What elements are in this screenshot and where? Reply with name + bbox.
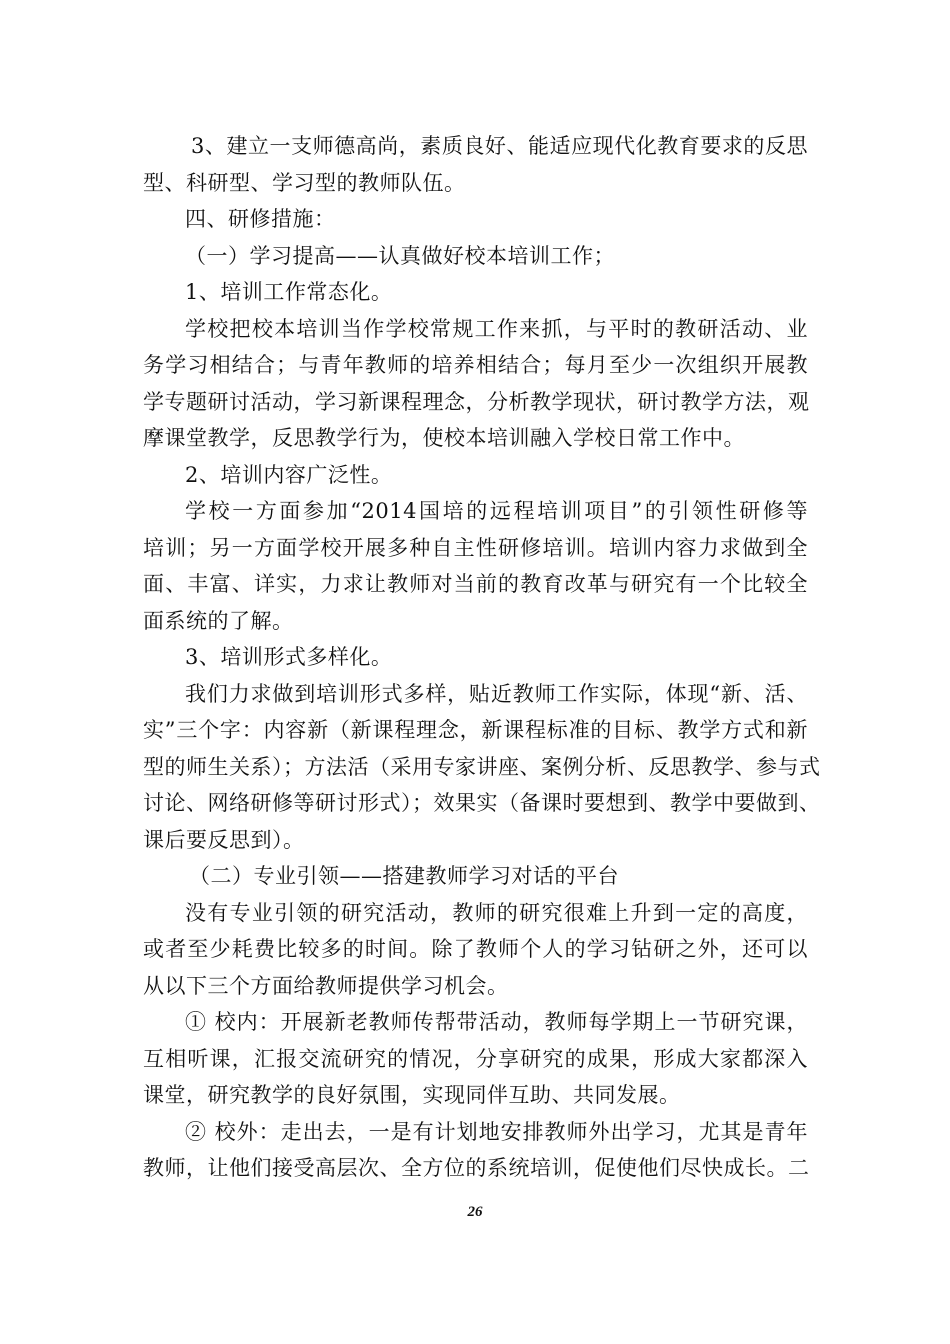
paragraph-line: 学校把校本培训当作学校常规工作来抓，与平时的教研活动、业 bbox=[185, 316, 808, 341]
paragraph-line: 面系统的了解。 bbox=[143, 608, 294, 633]
subsection-heading: （一）学习提高——认真做好校本培训工作； bbox=[185, 243, 615, 268]
paragraph-line: 讨论、网络研修等研讨形式）；效果实（备课时要想到、教学中要做到、 bbox=[143, 791, 821, 815]
subsection-heading: （二）专业引领——搭建教师学习对话的平台 bbox=[189, 864, 619, 888]
paragraph-line: 课堂，研究教学的良好氛围，实现同伴互助、共同发展。 bbox=[143, 1083, 681, 1107]
item-heading: 2、培训内容广泛性。 bbox=[185, 462, 393, 487]
item-heading: 1、培训工作常态化。 bbox=[185, 280, 393, 304]
paragraph-line: 或者至少耗费比较多的时间。除了教师个人的学习钻研之外，还可以 bbox=[143, 937, 808, 961]
paragraph-line: 没有专业引领的研究活动，教师的研究很难上升到一定的高度， bbox=[185, 900, 808, 925]
paragraph-line: 实”三个字：内容新（新课程理念，新课程标准的目标、教学方式和新 bbox=[143, 718, 808, 742]
paragraph-line: 摩课堂教学，反思教学行为，使校本培训融入学校日常工作中。 bbox=[143, 426, 745, 450]
paragraph-line: 我们力求做到培训形式多样，贴近教师工作实际，体现“新、活、 bbox=[185, 681, 808, 706]
item-heading: 3、培训形式多样化。 bbox=[185, 645, 393, 669]
page-number: 26 bbox=[467, 1204, 483, 1220]
section-heading: 四、研修措施： bbox=[185, 207, 336, 231]
paragraph-line: 培训；另一方面学校开展多种自主性研修培训。培训内容力求做到全 bbox=[143, 535, 808, 560]
paragraph-line: 型、科研型、学习型的教师队伍。 bbox=[143, 170, 466, 195]
paragraph-line: 学专题研讨活动，学习新课程理念，分析教学现状，研讨教学方法，观 bbox=[143, 389, 810, 414]
paragraph-line: ② 校外：走出去，一是有计划地安排教师外出学习，尤其是青年 bbox=[185, 1119, 808, 1144]
paragraph-line: 面、丰富、详实，力求让教师对当前的教育改革与研究有一个比较全 bbox=[143, 572, 808, 596]
paragraph-line: 型的师生关系）；方法活（采用专家讲座、案例分析、反思教学、参与式 bbox=[143, 754, 821, 779]
paragraph-line: 务学习相结合；与青年教师的培养相结合；每月至少一次组织开展教 bbox=[143, 353, 808, 377]
paragraph-line: 学校一方面参加“2014国培的远程培训项目”的引领性研修等 bbox=[185, 499, 808, 523]
paragraph-line: ① 校内：开展新老教师传帮带活动，教师每学期上一节研究课， bbox=[185, 1010, 808, 1034]
body-text bbox=[143, 128, 821, 1187]
paragraph-line: 教师，让他们接受高层次、全方位的系统培训，促使他们尽快成长。二 bbox=[143, 1156, 810, 1180]
paragraph-line: 互相听课，汇报交流研究的情况，分享研究的成果，形成大家都深入 bbox=[143, 1046, 808, 1071]
paragraph-line: 从以下三个方面给教师提供学习机会。 bbox=[143, 973, 509, 998]
paragraph-line: 课后要反思到）。 bbox=[143, 827, 305, 852]
paragraph-line: 3、建立一支师德高尚，素质良好、能适应现代化教育要求的反思 bbox=[191, 134, 808, 158]
